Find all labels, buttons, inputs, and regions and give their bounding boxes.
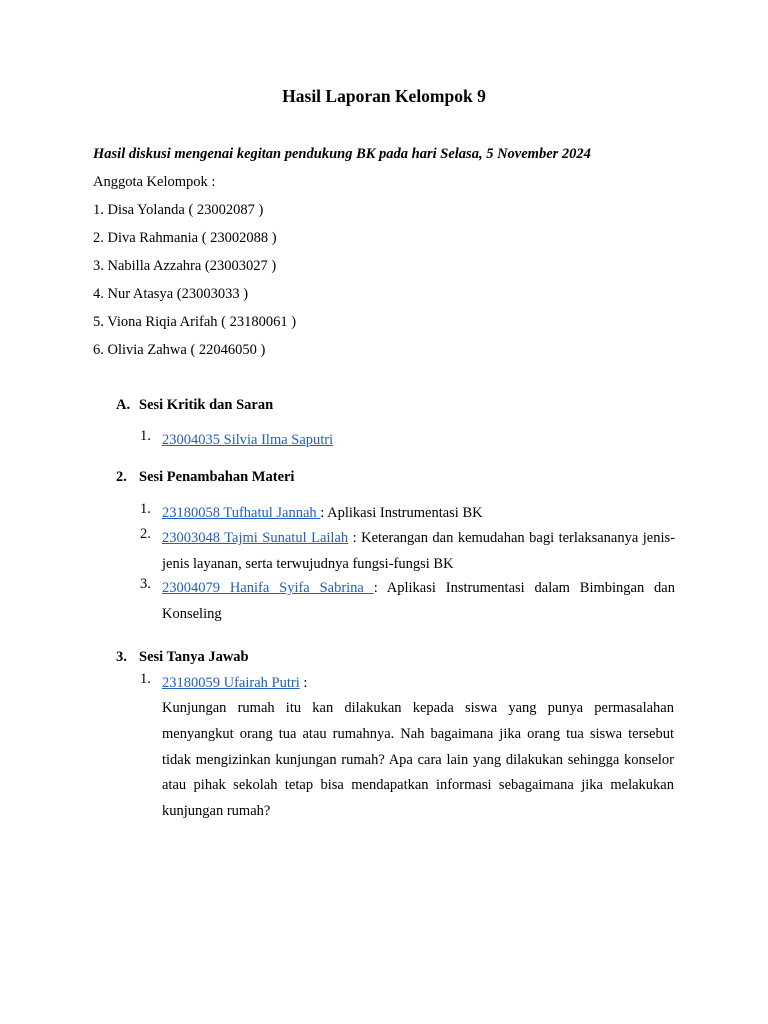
list-item (140, 501, 675, 527)
list-item (140, 671, 675, 697)
member-item: 2. Diva Rahmania ( 23002088 ) (93, 230, 277, 246)
member-item: 3. Nabilla Azzahra (23003027 ) (93, 258, 277, 274)
member-item: 4. Nur Atasya (23003033 ) (93, 286, 249, 302)
item-text: : Aplikasi Instrumentasi BK (320, 505, 483, 521)
student-link[interactable]: 23004079 Hanifa Syifa Sabrina (162, 580, 374, 596)
section-title: Sesi Kritik dan Saran (139, 397, 274, 413)
question-text: Kunjungan rumah itu kan dilakukan kepada siswa yang punya permasalahan menyangkut orang tua atau rumahnya. Nah bagaimana jika orang tua siswa tersebut tidak mengizinkan kunjungan rumah? Apa cara lain yang dilakukan sehingga konselor atau pihak sekolah tetap bisa mendapatkan informasi sebagaimana jika melakukan kunjungan rumah? (162, 700, 674, 820)
item-number: 3. (140, 576, 151, 592)
list-item (140, 576, 675, 627)
document-title: Hasil Laporan Kelompok 9 (282, 86, 486, 106)
student-link[interactable]: 23004035 Silvia Ilma Saputri (162, 432, 334, 448)
section-marker: 3. (116, 649, 127, 665)
item-number: 2. (140, 526, 151, 542)
section-heading-tanya-jawab (116, 649, 249, 666)
section-marker: A. (116, 397, 131, 413)
member-item: 6. Olivia Zahwa ( 22046050 ) (93, 342, 266, 358)
list-item (140, 428, 675, 454)
section-title: Sesi Tanya Jawab (139, 649, 249, 665)
item-number: 1. (140, 671, 151, 687)
section-marker: 2. (116, 469, 127, 485)
list-item (140, 526, 675, 577)
item-number: 1. (140, 428, 151, 444)
item-text: : Aplikasi Instrumentasi dalam Bimbingan dan Konseling (162, 580, 675, 622)
section-heading-penambahan-materi (116, 469, 294, 486)
section-heading-kritik-saran (116, 397, 273, 414)
item-text: : Keterangan dan kemudahan bagi terlaksananya jenis-jenis layanan, serta terwujudnya fungsi-fungsi BK (162, 530, 675, 572)
members-label: Anggota Kelompok : (93, 174, 216, 190)
member-item: 1. Disa Yolanda ( 23002087 ) (93, 202, 264, 218)
item-text: : (299, 675, 308, 691)
item-number: 1. (140, 501, 151, 517)
student-link[interactable]: 23180058 Tufhatul Jannah (162, 505, 321, 521)
discussion-subtitle: Hasil diskusi mengenai kegitan pendukung BK pada hari Selasa, 5 November 2024 (93, 146, 591, 162)
student-link[interactable]: 23180059 Ufairah Putri (162, 675, 300, 691)
student-link[interactable]: 23003048 Tajmi Sunatul Lailah (162, 530, 349, 546)
section-title: Sesi Penambahan Materi (139, 469, 295, 485)
member-item: 5. Viona Riqia Arifah ( 23180061 ) (93, 314, 297, 330)
